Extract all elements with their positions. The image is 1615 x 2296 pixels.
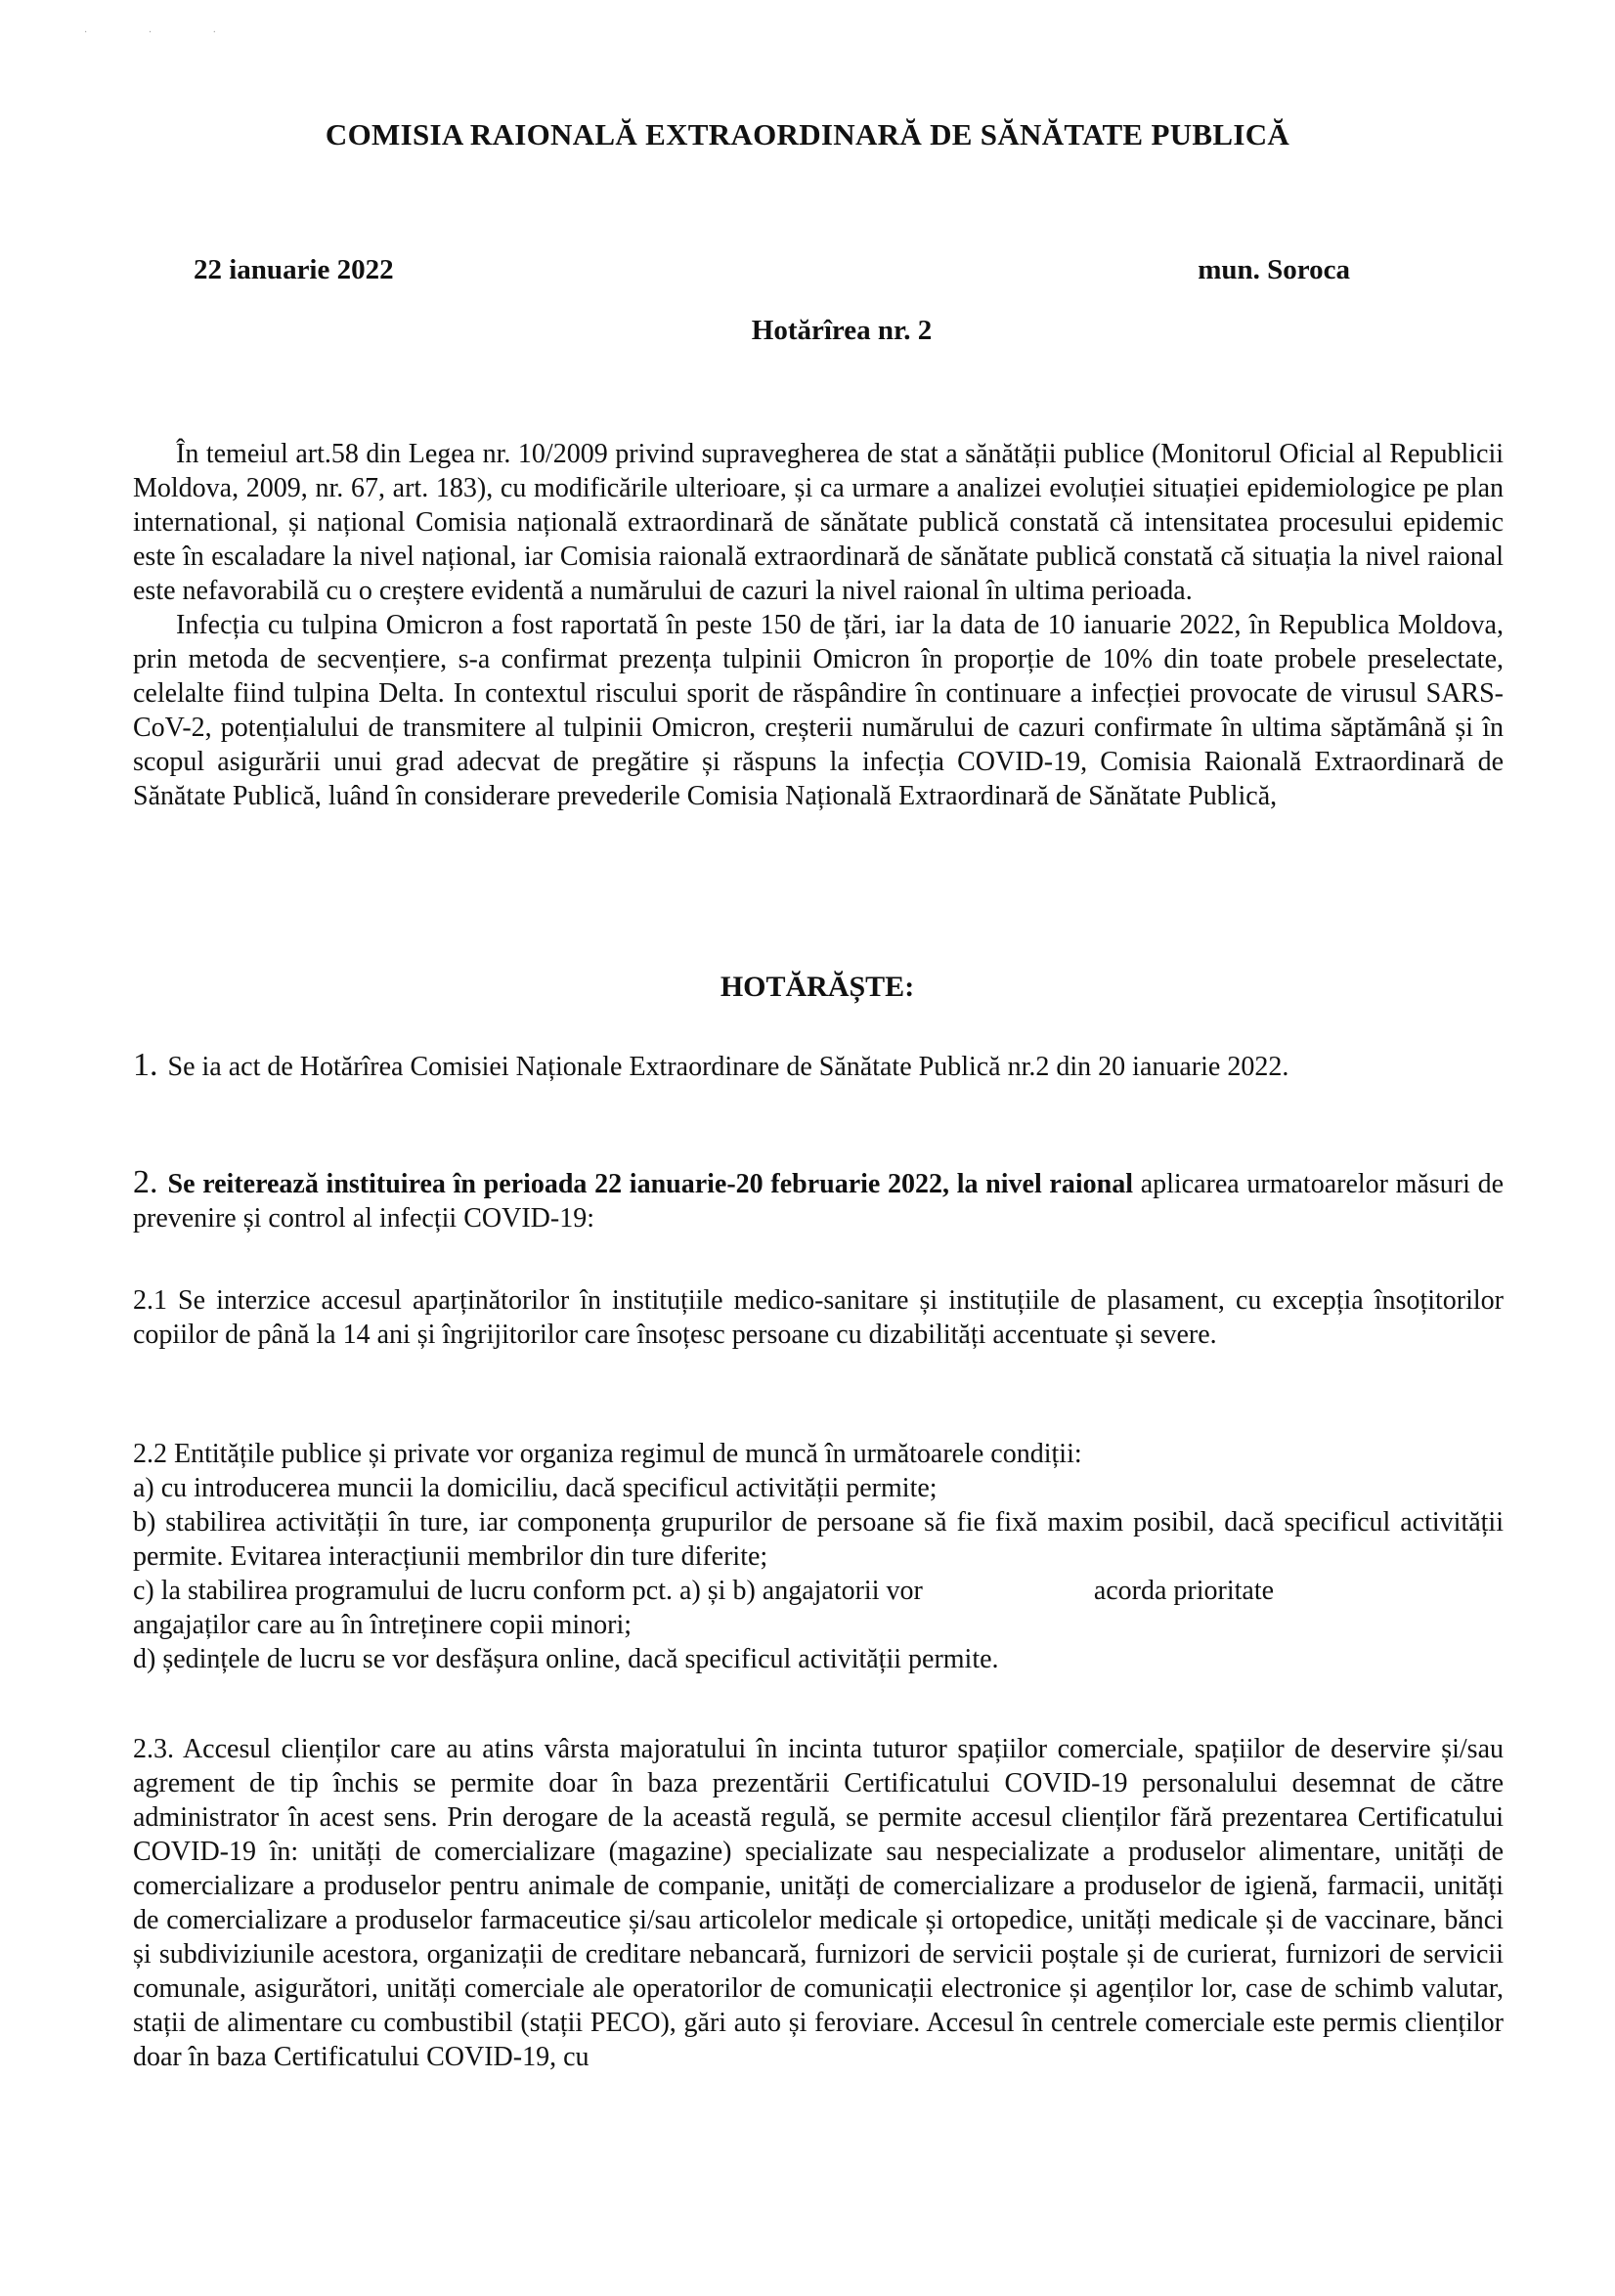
point-2-2-c-part2: acorda prioritate [1093, 1576, 1275, 1606]
point-2-2 [133, 1437, 1504, 1676]
point-2-2-d: d) ședințele de lucru se vor desfășura online, dacă specificul activității permite. [133, 1644, 999, 1674]
point-2-2-intro: 2.2 Entitățile publice și private vor organiza regimul de muncă în următoarele condiții: [133, 1439, 1082, 1469]
decision-heading: HOTĂRĂȘTE: [720, 971, 915, 1003]
document-title: COMISIA RAIONALĂ EXTRAORDINARĂ DE SĂNĂTATE PUBLICĂ [325, 117, 1290, 152]
point-2-text: aplicarea urmatoarelor măsuri de prevenire și control al infecții COVID-19: [133, 1169, 1505, 1234]
point-2-bold-text: Se reiterează instituirea în perioada 22 ianuarie-20 februarie 2022, la nivel raional [167, 1169, 1133, 1199]
point-1-text: Se ia act de Hotărîrea Comisiei Naționale Extraordinare de Sănătate Publică nr.2 din 20 ianuarie 2022. [167, 1052, 1289, 1082]
point-1 [133, 1048, 1504, 1084]
document-place: mun. Soroca [1198, 254, 1350, 285]
scan-specks: · · · [84, 27, 245, 38]
point-2-2-a: a) cu introducerea muncii la domiciliu, dacă specificul activității permite; [133, 1473, 938, 1503]
point-2-2-c [133, 1574, 1504, 1642]
preamble [133, 437, 1504, 813]
point-2-1 [133, 1283, 1504, 1352]
point-2-3-text: 2.3. Accesul clienților care au atins vârsta majoratului în incinta tuturor spațiilor comerciale, spațiilor de deservire și/sau agrement de tip închis se permite doar în baza prezentării Certificatului COVID-19 personalului desemnat de către administrator în acest sens. Prin derogare de la această regulă, se permite accesul clienților fără prezentarea Certificatului COVID-19 în: unități de comercializare (magazine) specializate sau nespecializate a produselor alimentare, unități de comercializare a produselor pentru animale de companie, unități de comercializare a produselor de igienă, farmacii, unități de comercializare a produselor farmaceutice și/sau articolelor medicale și ortopedice, unități medicale și de vaccinare, bănci și subdiviziunile acestora, organizații de creditare nebancară, furnizori de servicii poștale și de curierat, furnizori de servicii comunale, asigurători, unități comerciale ale operatorilor de comunicații electronice și agenților lor, case de schimb valutar, stații de alimentare cu combustibil (stații PECO), gări auto și feroviare. Accesul în centrele comerciale este permis clienților doar în baza Certificatului COVID-19, cu [133, 1734, 1504, 2072]
point-2-2-b: b) stabilirea activității în ture, iar componența grupurilor de persoane să fie fixă maxim posibil, dacă specificul activității permite. Evitarea interacțiunii membrilor din ture diferite; [133, 1507, 1504, 1572]
point-2-1-text: 2.1 Se interzice accesul aparținătorilor în instituțiile medico-sanitare și instituțiile de plasament, cu excepția însoțitorilor copiilor de până la 14 ani și îngrijitorilor care însoțesc persoane cu dizabilități accentuate și severe. [133, 1285, 1504, 1350]
point-2-2-c-part1: c) la stabilirea programului de lucru conform pct. a) și b) angajatorii vor [133, 1576, 923, 1606]
point-2-number: 2. [133, 1164, 158, 1200]
point-1-number: 1. [133, 1047, 158, 1083]
preamble-paragraph-2: Infecția cu tulpina Omicron a fost raportată în peste 150 de țări, iar la data de 10 ianuarie 2022, în Republica Moldova, prin metoda de secvențiere, s-a confirmat prezența tulpinii Omicron în proporție de 10% din toate probele preselectate, celelalte fiind tulpina Delta. In contextul riscului sporit de răspândire în continuare a infecției provocate de virusul SARS-CoV-2, potențialului de transmitere al tulpinii Omicron, creșterii numărului de cazuri confirmate în ultima săptămână și în scopul asigurării unui grad adecvat de pregătire și răspuns la infecția COVID-19, Comisia Raională Extraordinară de Sănătate Publică, luând în considerare prevederile Comisia Națională Extraordinară de Sănătate Publică, [133, 610, 1504, 811]
point-2 [133, 1165, 1504, 1235]
decision-number: Hotărîrea nr. 2 [751, 315, 933, 346]
preamble-paragraph-1: În temeiul art.58 din Legea nr. 10/2009 privind supravegherea de stat a sănătății publice (Monitorul Oficial al Republicii Moldova, 2009, nr. 67, art. 183), cu modificările ulterioare, și ca urmare a analizei evoluției situației epidemiologice pe plan international, și național Comisia națională extraordinară de sănătate publică constată că intensitatea procesului epidemic este în escaladare la nivel național, iar Comisia raională extraordinară de sănătate publică constată că situația la nivel raional este nefavorabilă cu o creștere evidentă a numărului de cazuri la nivel raional în ultima perioada. [133, 439, 1504, 606]
document-date: 22 ianuarie 2022 [194, 254, 394, 285]
point-2-2-c-part3: angajaților care au în întreținere copii minori; [133, 1610, 633, 1640]
point-2-3 [133, 1732, 1504, 2074]
